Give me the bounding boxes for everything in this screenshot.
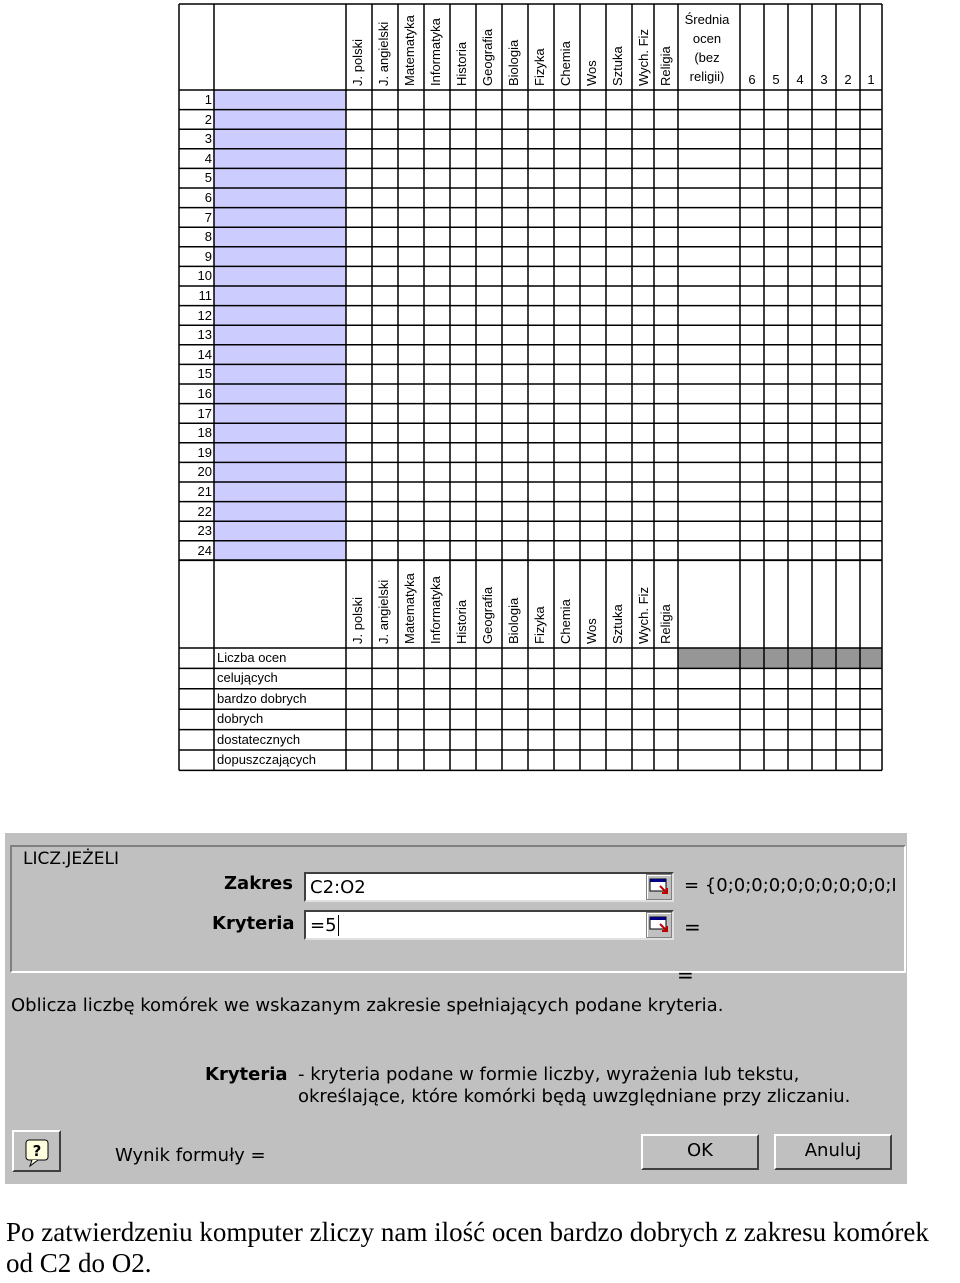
row-number: 6 — [204, 190, 212, 205]
collapse-dialog-icon — [647, 913, 671, 937]
row-number: 15 — [197, 366, 212, 382]
summary-subject-header: Historia — [454, 599, 469, 644]
cancel-button[interactable]: Anuluj — [774, 1134, 892, 1170]
subject-header: Fizyka — [532, 48, 547, 86]
criteria-collapse-button[interactable] — [646, 912, 672, 938]
row-number: 10 — [197, 268, 212, 284]
shaded-cell — [740, 648, 764, 668]
row-number: 24 — [197, 542, 212, 558]
function-description: Oblicza liczbę komórek we wskazanym zakresie spełniających podane kryteria. — [11, 995, 724, 1016]
summary-row-label: dopuszczających — [217, 752, 316, 767]
row-number: 13 — [197, 327, 212, 343]
summary-subject-header: Biologia — [506, 597, 521, 644]
summary-subject-header: Wych. Fiz — [636, 587, 651, 644]
grade-header: 1 — [867, 72, 875, 87]
range-value: C2:O2 — [310, 877, 366, 898]
range-result-value: = {0;0;0;0;0;0;0;0;0;0;I — [684, 875, 897, 896]
row-number: 18 — [197, 425, 212, 441]
subject-header: Matematyka — [402, 15, 417, 86]
row-number: 17 — [197, 405, 212, 421]
subject-header: Informatyka — [428, 18, 443, 86]
subject-header: Historia — [454, 41, 469, 86]
average-header: Średnia ocen (bez religii) — [684, 12, 730, 84]
help-button[interactable] — [12, 1130, 61, 1172]
shaded-cell — [678, 648, 740, 668]
row-number: 19 — [197, 444, 212, 460]
summary-row-label: Liczba ocen — [217, 650, 287, 665]
shaded-cell — [764, 648, 788, 668]
subject-header: Chemia — [558, 41, 573, 86]
subject-header: J. angielski — [376, 21, 391, 86]
range-collapse-button[interactable] — [646, 874, 672, 900]
summary-row-label: dobrych — [217, 711, 264, 727]
caption-text: Po zatwierdzeniu komputer zliczy nam ilość ocen bardzo dobrych z zakresu komórek od C2 do O2. — [6, 1217, 929, 1278]
row-number: 22 — [197, 503, 212, 519]
range-label: Zakres — [224, 873, 293, 894]
help-question-icon — [14, 1132, 59, 1170]
row-number: 12 — [197, 307, 212, 323]
subject-header: Sztuka — [610, 46, 625, 86]
summary-subject-header: Religia — [658, 604, 673, 644]
argument-help: - kryteria podane w formie liczby, wyrażenia lub tekstu, określające, które komórki będą uwzględniane przy zliczaniu. — [298, 1064, 851, 1107]
subject-header: Religia — [658, 46, 673, 86]
arguments-group — [10, 845, 906, 973]
summary-subject-header: Sztuka — [610, 604, 625, 644]
shaded-cell — [860, 648, 882, 668]
row-number: 8 — [204, 229, 212, 245]
summary-subject-header: Matematyka — [402, 573, 417, 644]
criteria-value: =5 — [310, 915, 337, 936]
row-number: 4 — [204, 150, 212, 166]
grade-header: 6 — [748, 72, 756, 87]
summary-subject-header: J. angielski — [376, 579, 391, 644]
shaded-cell — [788, 648, 812, 668]
argument-name: Kryteria — [205, 1064, 288, 1085]
summary-subject-header: Wos — [584, 618, 599, 644]
subject-header: Wos — [584, 60, 599, 86]
row-number: 7 — [204, 209, 212, 225]
function-name: LICZ.JEŻELI — [20, 849, 122, 869]
subject-header: J. polski — [350, 39, 365, 86]
grade-header: 3 — [820, 72, 828, 87]
row-number: 3 — [204, 131, 212, 147]
collapse-dialog-icon — [647, 875, 671, 899]
summary-subject-header: Chemia — [558, 599, 573, 644]
ok-button[interactable]: OK — [641, 1134, 759, 1170]
grade-header: 4 — [796, 72, 804, 87]
summary-row-label: dostatecznych — [217, 731, 301, 747]
summary-subject-header: Informatyka — [428, 576, 443, 644]
row-number: 20 — [197, 464, 212, 480]
row-number: 14 — [197, 346, 212, 362]
grade-header: 5 — [772, 72, 780, 87]
row-number: 21 — [197, 484, 212, 499]
criteria-result: = — [684, 915, 701, 939]
grade-header: 2 — [844, 72, 852, 87]
shaded-cell — [836, 648, 860, 668]
row-number: 16 — [197, 386, 212, 401]
row-number: 9 — [204, 248, 212, 264]
formula-result-label: Wynik formuły = — [115, 1145, 266, 1166]
summary-subject-header: Fizyka — [532, 606, 547, 644]
shaded-cell — [812, 648, 836, 668]
summary-subject-header: J. polski — [350, 597, 365, 644]
subject-header: Geografia — [480, 28, 495, 86]
summary-subject-header: Geografia — [480, 586, 495, 644]
row-number: 23 — [197, 523, 212, 539]
summary-row-label: bardzo dobrych — [217, 690, 307, 706]
row-number: 11 — [198, 288, 212, 303]
svg-text:?: ? — [32, 1142, 42, 1160]
range-input[interactable] — [304, 872, 674, 902]
summary-row-label: celujących — [217, 670, 278, 686]
subject-header: Biologia — [506, 39, 521, 86]
criteria-label: Kryteria — [212, 913, 295, 934]
countif-dialog — [5, 833, 907, 1184]
subject-header: Wych. Fiz — [636, 29, 651, 86]
total-result: = — [677, 963, 694, 987]
row-number: 2 — [204, 111, 212, 127]
criteria-input[interactable] — [304, 910, 674, 940]
row-number: 1 — [204, 92, 212, 107]
row-number: 5 — [204, 170, 212, 186]
